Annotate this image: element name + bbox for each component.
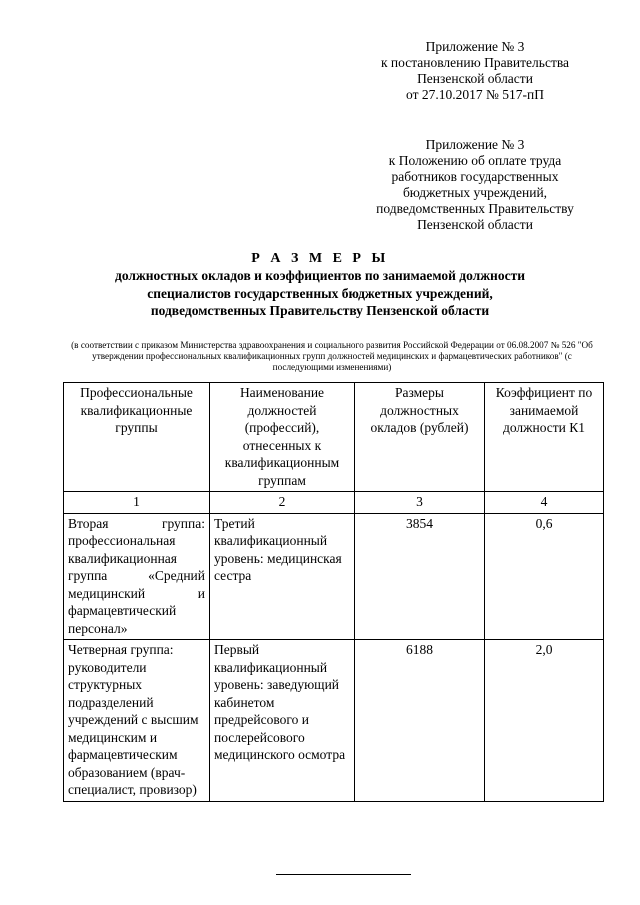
cell-coefficient: 0,6 [485, 513, 604, 640]
cell-salary: 6188 [355, 640, 485, 802]
table-row [64, 513, 604, 640]
title-subtitle-line: специалистов государственных бюджетных учреждений, [147, 285, 493, 301]
column-number-row [64, 492, 604, 514]
cell-coefficient: 2,0 [485, 640, 604, 802]
table-header-row [64, 383, 604, 492]
cell-position: Первый квалификационный уровень: заведующий кабинетом предрейсового и послерейсового медицинского осмотра [210, 640, 355, 802]
column-number: 4 [485, 492, 604, 514]
document-title [0, 250, 640, 320]
appendix-line: работников государственных [391, 169, 559, 184]
appendix-line: Приложение № 3 [425, 39, 525, 54]
column-number: 3 [355, 492, 485, 514]
cell-position: Третий квалификационный уровень: медицинская сестра [210, 513, 355, 640]
appendix-resolution-block [350, 39, 600, 103]
column-number: 2 [210, 492, 355, 514]
appendix-line: бюджетных учреждений, [402, 185, 548, 200]
header-cell-position: Наименование должностей (профессий), отнесенных к квалификационным группам [210, 383, 355, 492]
cell-salary: 3854 [355, 513, 485, 640]
appendix-line: Пензенской области [417, 71, 533, 86]
appendix-line: от 27.10.2017 № 517-пП [406, 87, 544, 102]
legal-basis-note: (в соответствии с приказом Министерства здравоохранения и социального развития Российской Федерации от 06.08.2007 № 526 "Об утверждении профессиональных квалификационных групп должностей медицинских и фармацевтических работников" (с последующими изменениями) [71, 340, 593, 372]
header-cell-coefficient: Коэффициент по занимаемой должности К1 [485, 383, 604, 492]
title-subtitle-line: подведомственных Правительству Пензенской области [150, 303, 490, 318]
column-number: 1 [64, 492, 210, 514]
header-cell-salary: Размеры должностных окладов (рублей) [355, 383, 485, 492]
header-cell-group: Профессиональные квалификационные группы [64, 383, 210, 492]
footnote-divider [276, 874, 411, 875]
appendix-line: к Положению об оплате труда [388, 153, 562, 168]
cell-group: Четверная группа: руководители структурных подразделений учреждений с высшим медицинским и фармацевтическим образованием (врач-специалист, провизор) [64, 640, 210, 802]
appendix-regulation-block [350, 137, 600, 233]
appendix-line: подведомственных Правительству [376, 201, 574, 216]
salary-table [63, 382, 604, 802]
title-heading: Р А З М Е Р Ы [251, 251, 389, 266]
appendix-line: Пензенской области [417, 217, 533, 232]
appendix-line: к постановлению Правительства [380, 55, 570, 70]
cell-group: Вторая группа: профессиональная квалификационная группа «Средний медицинский и фармацевтический персонал» [64, 513, 210, 640]
title-subtitle-line: должностных окладов и коэффициентов по занимаемой должности [115, 268, 525, 283]
appendix-line: Приложение № 3 [425, 137, 525, 152]
table-row [64, 640, 604, 802]
